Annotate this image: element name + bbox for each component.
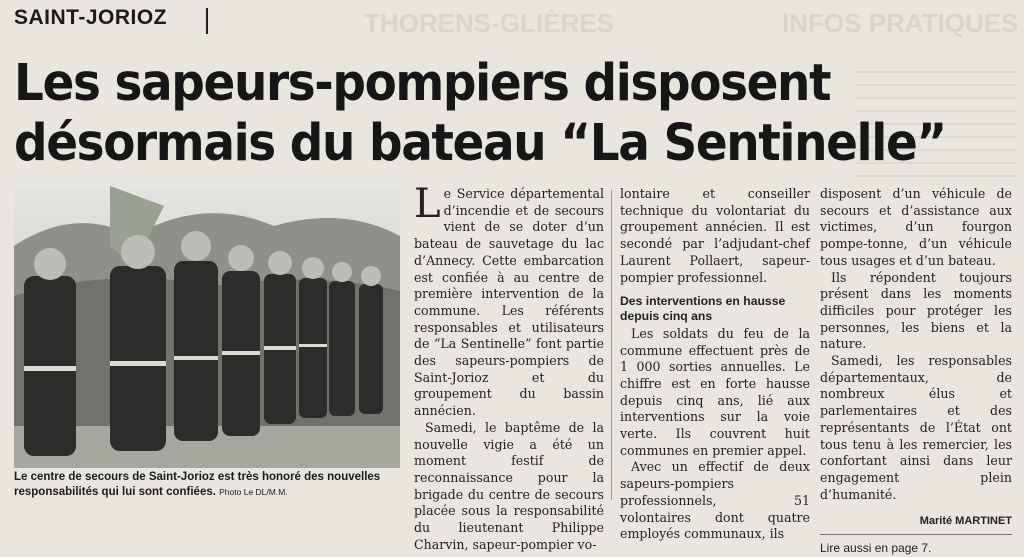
drop-cap: L <box>414 181 441 227</box>
section-kicker: SAINT-JORIOZ <box>14 6 168 29</box>
paragraph-samedi: Samedi, les responsables départementaux, de nombreux élus et parlementaires et des représentants de l’État ont tous tenu à les remercier, les confortant ainsi dans leur engagement plein d’humanité. <box>820 353 1012 502</box>
paragraph-intro <box>414 181 604 420</box>
article-column-1 <box>414 181 604 553</box>
paragraph-sorties: Les soldats du feu de la commune effectuent près de 1 000 sorties annuelles. Le chiffre est en forte hausse depuis cinq ans, lié aux interventions sur la voie verte. Ils couvrent huit communes en premier appel. <box>620 325 810 458</box>
ghost-heading-thorens: THORENS-GLIÈRES <box>364 8 614 38</box>
firefighters-photo <box>14 186 400 468</box>
photo-caption <box>14 470 406 500</box>
see-also-note: Lire aussi en page 7. <box>820 541 932 556</box>
paragraph-presence: Ils répondent toujours présent dans les moments difficiles pour protéger les personnes, les biens et la nature. <box>820 269 1012 352</box>
photo-credit: Photo Le DL/M.M. <box>219 487 288 497</box>
paragraph-vehicules: disposent d’un véhicule de secours et d’assistance aux victimes, d’un fourgon pompe-tonne, d’un véhicule tous usages et d’un bateau. <box>820 186 1012 268</box>
section-divider <box>206 8 208 34</box>
article-column-3 <box>820 186 1012 557</box>
headline-line-1: Les sapeurs-pompiers disposent <box>14 54 831 113</box>
intro-text: e Service départemental d’incendie et de secours vient de se doter d’un bateau de sauvetage du lac d’Annecy. Cette embarcation est confiée à au centre de première intervention de la commune. Les référents responsables et utilisateurs de “La Sentinelle” font partie des sapeurs-pompiers de Saint-Jorioz et du groupement du bassin annécien. <box>414 186 604 419</box>
article-photo <box>14 186 400 468</box>
article-headline <box>14 54 946 174</box>
paragraph-continued: lontaire et conseiller technique du volontariat du groupement annécien. Il est secondé par l’adjudant-chef Laurent Pollaert, sapeur-pompier professionnel. <box>620 186 810 285</box>
paragraph-bapteme: Samedi, le baptême de la nouvelle vigie a été un moment festif de reconnaissance pour la brigade du centre de secours placée sous la responsabilité du lieutenant Philippe Charvin, sapeur-pompier vo- <box>414 419 604 552</box>
paragraph-effectif: Avec un effectif de deux sapeurs-pompiers professionnels, 51 volontaires dont quatre employés communaux, ils <box>620 459 810 542</box>
caption-text: Le centre de secours de Saint-Jorioz est très honoré des nouvelles responsabilités qui lui sont confiées. <box>14 471 381 498</box>
column-rule-1 <box>611 190 612 500</box>
article-column-2 <box>620 186 810 543</box>
headline-line-2: désormais du bateau “La Sentinelle” <box>14 114 946 173</box>
author-byline: Marité MARTINET <box>919 515 1012 528</box>
byline-rule <box>820 534 1012 535</box>
intertitle: Des interventions en hausse depuis cinq ans <box>620 294 786 324</box>
ghost-heading-infos: INFOS PRATIQUES <box>782 8 1019 38</box>
